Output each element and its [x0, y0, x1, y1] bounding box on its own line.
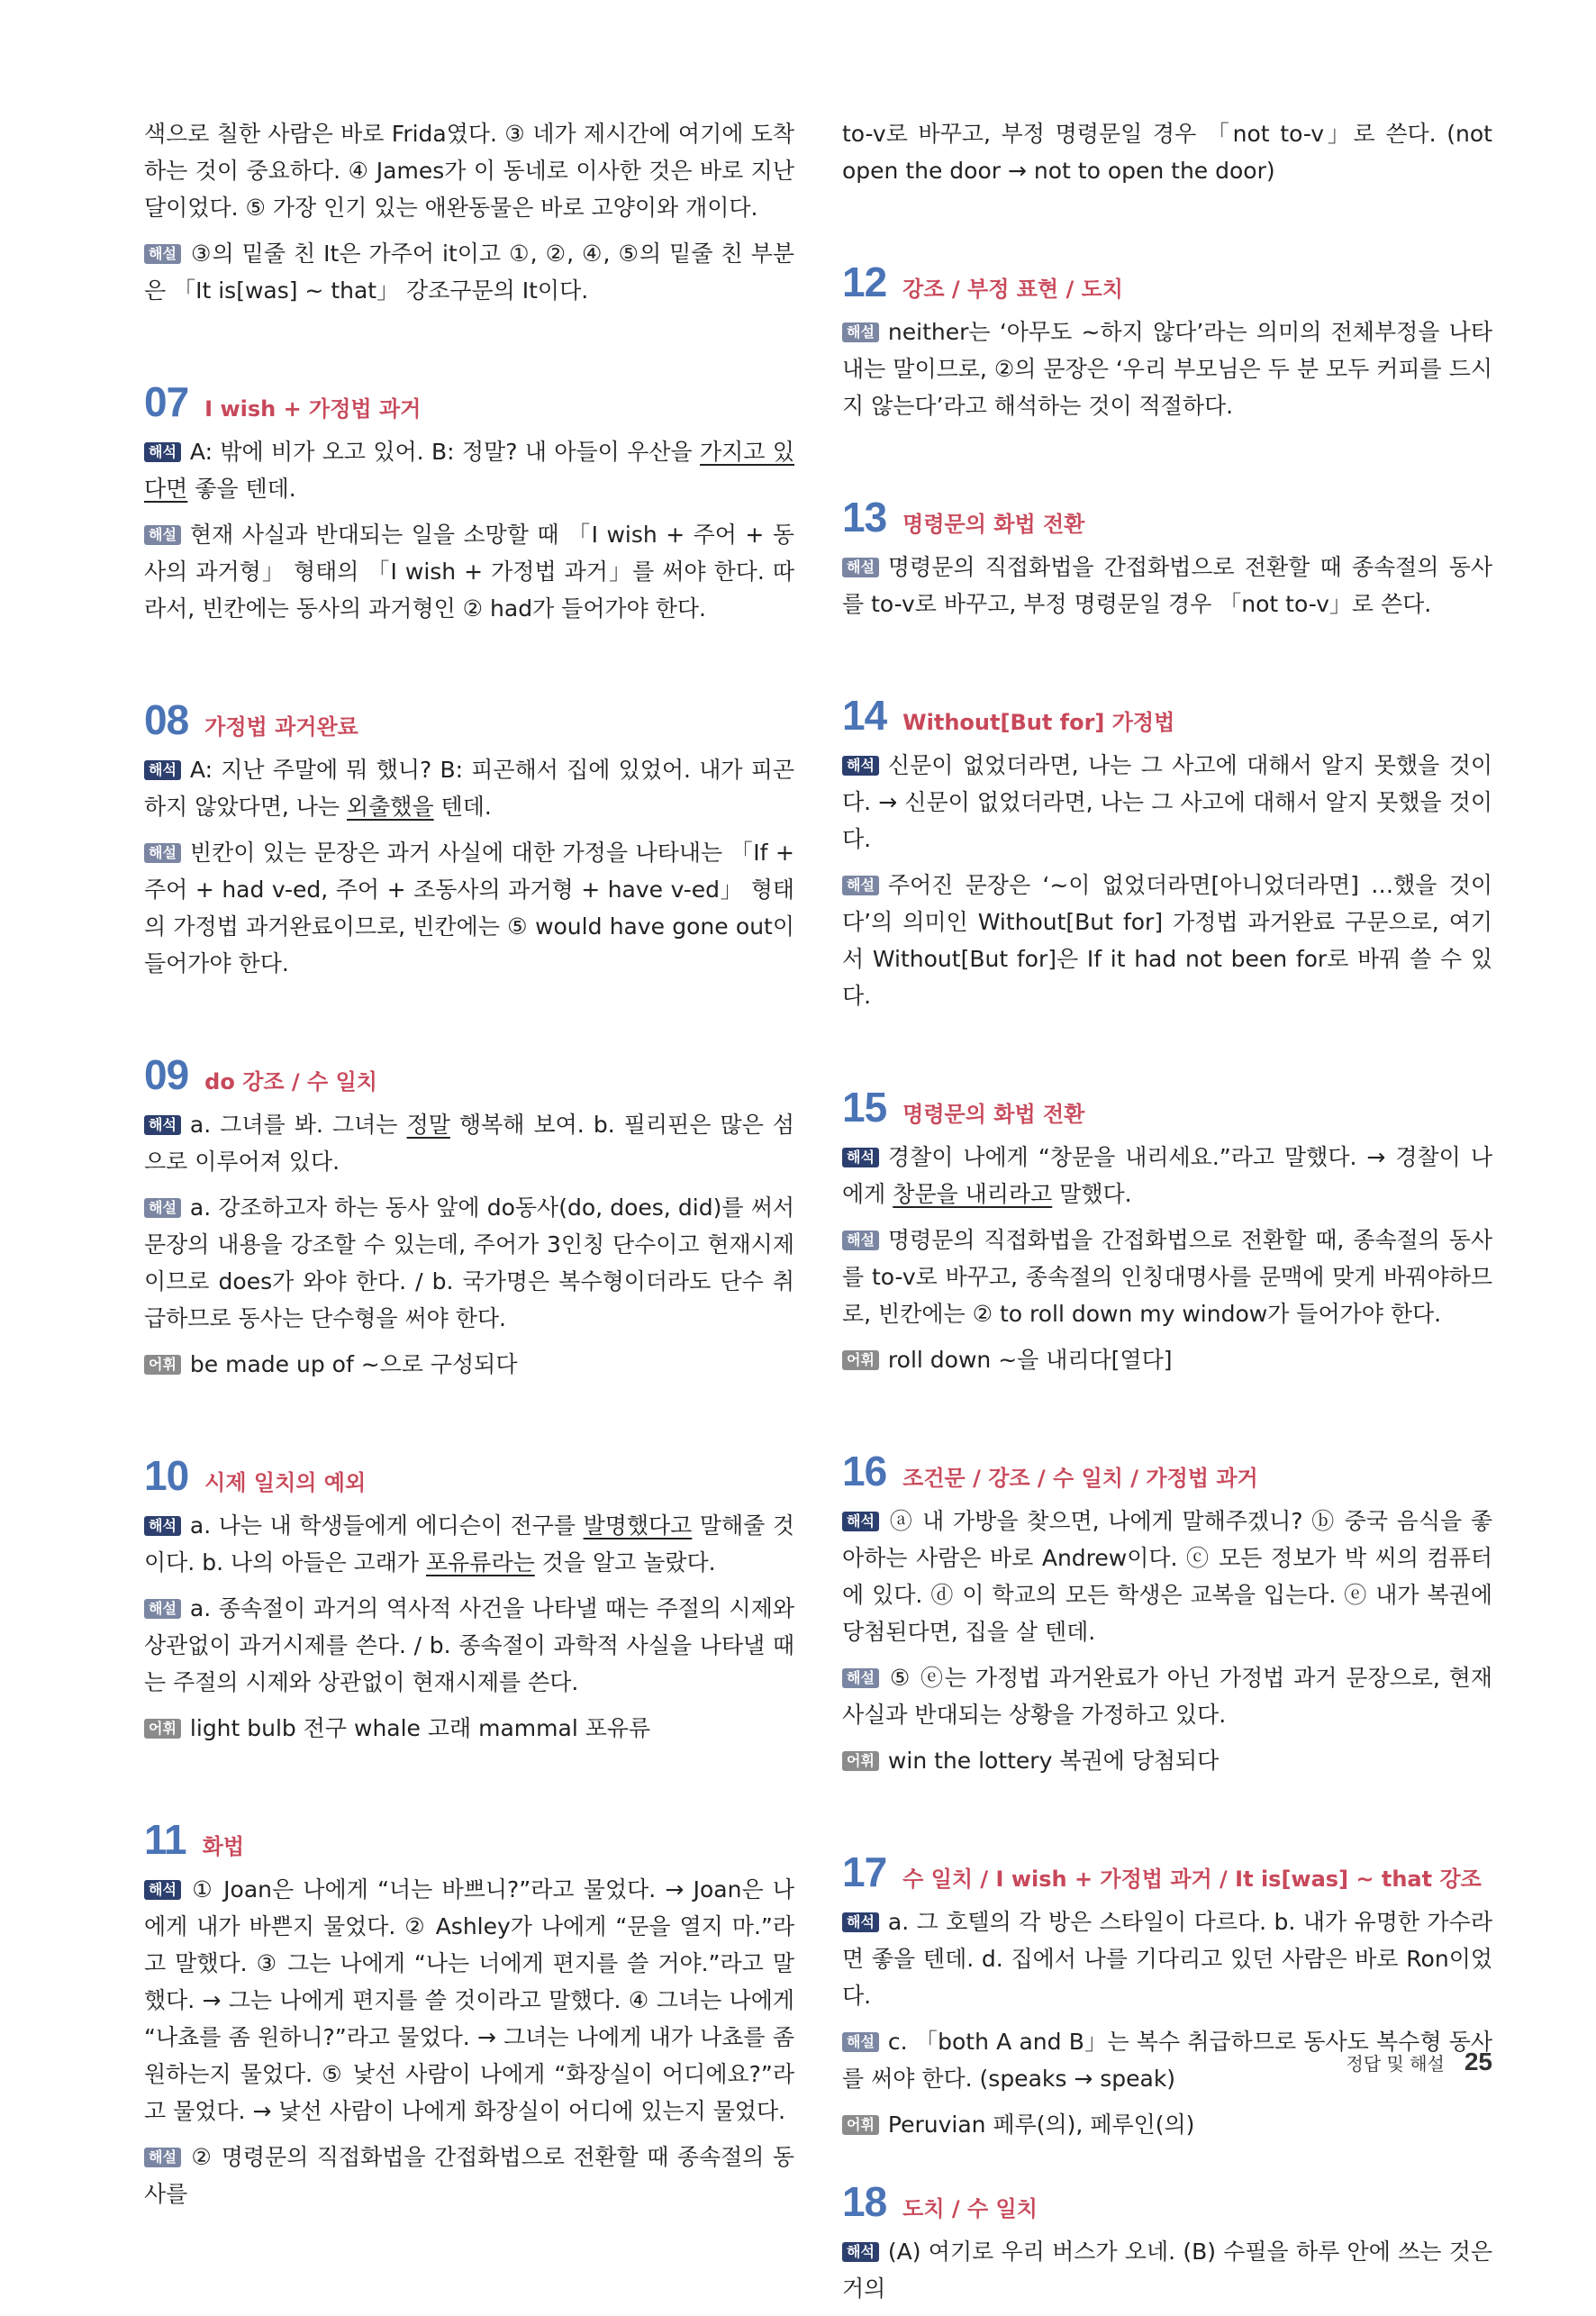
- page-footer: [1347, 2043, 1492, 2083]
- question-heading: [842, 1849, 1492, 1898]
- explanation: [842, 549, 1492, 622]
- question-number: 13: [842, 494, 887, 540]
- explanation: [144, 834, 794, 982]
- question-number: 17: [842, 1848, 887, 1895]
- translation-badge: 해석: [144, 760, 181, 780]
- question-07: [144, 379, 794, 627]
- translation-text: 것을 알고 놀랐다.: [534, 1549, 716, 1576]
- explanation-badge: 해설: [842, 1668, 879, 1688]
- explanation-continued: to-v로 바꾸고, 부정 명령문일 경우 「not to-v」로 쓴다. (not open the door → not to open the door): [842, 121, 1492, 184]
- question-number: 10: [144, 1452, 189, 1499]
- translation-badge: 해석: [144, 1516, 181, 1536]
- question-topic: 시제 일치의 예외: [204, 1470, 367, 1495]
- explanation-text: 주어진 문장은 ‘~이 없었더라면[아니었더라면] …했을 것이다’의 의미인 Without[But for] 가정법 과거완료 구문으로, 여기서 Without[But for]은 If it had not been for로 바꿔 쓸 수 있다.: [842, 872, 1492, 1009]
- explanation-badge: 해설: [144, 525, 181, 545]
- question-16: [842, 1449, 1492, 1779]
- intro-translation: 색으로 칠한 사람은 바로 Frida였다. ③ 네가 제시간에 여기에 도착하는 것이 중요하다. ④ James가 이 동네로 이사한 것은 바로 지난달이었다. ⑤ 가장 인기 있는 애완동물은 바로 고양이와 개이다.: [144, 121, 794, 221]
- question-heading: [144, 1052, 794, 1101]
- translation-badge: 해석: [842, 756, 879, 776]
- explanation-badge: 해설: [842, 1231, 879, 1250]
- explanation: [842, 1222, 1492, 1332]
- explanation-badge: 해설: [144, 2148, 181, 2167]
- explanation-badge: 해설: [144, 1198, 181, 1218]
- vocabulary: [842, 1341, 1492, 1378]
- translation-badge: 해석: [842, 1148, 879, 1167]
- translation-text: 신문이 없었더라면, 나는 그 사고에 대해서 알지 못했을 것이다. → 신문이 없었더라면, 나는 그 사고에 대해서 알지 못했을 것이다.: [842, 752, 1492, 852]
- translation-badge: 해석: [144, 1115, 181, 1135]
- question-09: [144, 1052, 794, 1383]
- translation: [842, 747, 1492, 858]
- question-number: 11: [144, 1816, 186, 1863]
- explanation-text: 명령문의 직접화법을 간접화법으로 전환할 때, 종속절의 동사를 to-v로 바꾸고, 종속절의 인칭대명사를 문맥에 맞게 바꿔야하므로, 빈칸에는 ② to roll down my window가 들어가야 한다.: [842, 1227, 1492, 1327]
- explanation-badge: 해설: [842, 876, 879, 895]
- question-topic: 명령문의 화법 전환: [902, 512, 1085, 537]
- translation-text: ① Joan은 나에게 “너는 바쁘니?”라고 물었다. → Joan은 나에게 내가 바쁜지 물었다. ② Ashley가 나에게 “문을 열지 마.”라고 말했다. ③ 그는 나에게 “나는 너에게 편지를 쓸 거야.”라고 말했다. → 그는 나에게 편지를 쓸 것이라고 말했다. ④ 그녀는 나에게 “나쵸를 좀 원하니?”라고 물었다. → 그녀는 나에게 내가 나쵸를 좀 원하는지 물었다. ⑤ 낯선 사람이 나에게 “화장실이 어디에요?”라고 물었다. → 낯선 사람이 나에게 화장실이 어디에 있는지 물었다.: [144, 1876, 794, 2124]
- page-number: 25: [1464, 2048, 1492, 2075]
- explanation: [144, 1590, 794, 1701]
- question-17: [842, 1849, 1492, 2143]
- vocab-badge: 어휘: [842, 1350, 879, 1370]
- explanation: [144, 2139, 794, 2212]
- translation: [144, 433, 794, 507]
- explanation-badge: 해설: [144, 244, 181, 264]
- translation-badge: 해석: [842, 1512, 879, 1531]
- question-topic: I wish + 가정법 과거: [204, 396, 422, 422]
- underlined-text: 가지고 있다면: [144, 439, 794, 502]
- question-heading: [842, 495, 1492, 543]
- explanation-text: neither는 ‘아무도 ~하지 않다’라는 의미의 전체부정을 나타내는 말이므로, ②의 문장은 ‘우리 부모님은 두 분 모두 커피를 드시지 않는다’라고 해석하는 것이 적절하다.: [842, 319, 1492, 419]
- explanation-text: ③의 밑줄 친 It은 가주어 it이고 ①, ②, ④, ⑤의 밑줄 친 부분은 「It is[was] ~ that」 강조구문의 It이다.: [144, 241, 794, 304]
- translation: [144, 1871, 794, 2130]
- explanation-text: ⑤ ⓔ는 가정법 과거완료가 아닌 가정법 과거 문장으로, 현재 사실과 반대되는 상황을 가정하고 있다.: [842, 1665, 1492, 1728]
- question-15: [842, 1085, 1492, 1378]
- explanation-text: c. 「both A and B」는 복수 취급하므로 동사도 복수형 동사를 써야 한다. (speaks → speak): [842, 2029, 1492, 2092]
- intro-block: [144, 115, 794, 309]
- vocabulary: [842, 1742, 1492, 1779]
- translation: [842, 1503, 1492, 1650]
- question-number: 09: [144, 1051, 189, 1098]
- footer-section-label: 정답 및 해설: [1346, 2053, 1445, 2075]
- intro-explanation: [144, 235, 794, 309]
- right-column: [842, 115, 1492, 2316]
- question-topic: 도치 / 수 일치: [902, 2196, 1038, 2221]
- question-08: [144, 697, 794, 982]
- explanation: [842, 1659, 1492, 1733]
- translation-text: 말해줄 것이다. b. 나의 아들은 고래가: [144, 1512, 794, 1576]
- question-11: [144, 1817, 794, 2212]
- translation: [144, 1106, 794, 1180]
- translation: [144, 751, 794, 825]
- question-heading: [842, 2179, 1492, 2228]
- question-topic: 강조 / 부정 표현 / 도치: [902, 277, 1123, 302]
- translation-badge: 해석: [842, 2242, 879, 2262]
- translation: [842, 2233, 1492, 2307]
- explanation-text: ② 명령문의 직접화법을 간접화법으로 전환할 때 종속절의 동사를: [144, 2144, 794, 2207]
- underlined-text: 정말: [406, 1112, 450, 1138]
- translation-text: 행복해 보여. b. 필리핀은 많은 섬으로 이루어져 있다.: [144, 1112, 794, 1175]
- translation-text: 좋을 텐데.: [187, 476, 296, 502]
- question-topic: 수 일치 / I wish + 가정법 과거 / It is[was] ~ that 강조: [902, 1866, 1482, 1892]
- explanation-badge: 해설: [842, 2032, 879, 2052]
- question-13: [842, 495, 1492, 622]
- vocab-badge: 어휘: [842, 1751, 879, 1771]
- translation: [842, 1139, 1492, 1212]
- question-heading: [144, 697, 794, 746]
- question-number: 07: [144, 378, 189, 425]
- translation-badge: 해석: [842, 1912, 879, 1932]
- vocabulary: [144, 1710, 794, 1747]
- question-heading: [144, 1817, 794, 1866]
- translation-text: A: 밖에 비가 오고 있어. B: 정말? 내 아들이 우산을: [189, 439, 701, 465]
- translation-badge: 해석: [144, 442, 181, 462]
- question-12: [842, 259, 1492, 424]
- translation-text: (A) 여기로 우리 버스가 오네. (B) 수필을 하루 안에 쓰는 것은 거의: [842, 2239, 1492, 2302]
- explanation-badge: 해설: [842, 322, 879, 342]
- explanation-text: 명령문의 직접화법을 간접화법으로 전환할 때 종속절의 동사를 to-v로 바꾸고, 부정 명령문일 경우 「not to-v」로 쓴다.: [842, 554, 1492, 617]
- translation-text: a. 그녀를 봐. 그녀는: [189, 1112, 407, 1138]
- explanation-text: a. 종속절이 과거의 역사적 사건을 나타낼 때는 주절의 시제와 상관없이 과거시제를 쓴다. / b. 종속절이 과학적 사실을 나타낼 때는 주절의 시제와 상관없이 현재시제를 쓴다.: [144, 1595, 794, 1695]
- vocabulary: [144, 1346, 794, 1383]
- vocab-badge: 어휘: [144, 1355, 181, 1375]
- question-heading: [842, 1085, 1492, 1133]
- translation-text: 말했다.: [1052, 1181, 1132, 1207]
- question-heading: [842, 259, 1492, 308]
- explanation-text: 빈칸이 있는 문장은 과거 사실에 대한 가정을 나타내는 「If + 주어 + had v-ed, 주어 + 조동사의 과거형 + have v-ed」 형태의 가정법 과거완료이므로, 빈칸에는 ⑤ would have gone out이 들어가야 한다.: [144, 840, 794, 976]
- question-heading: [842, 693, 1492, 741]
- explanation-text: 현재 사실과 반대되는 일을 소망할 때 「I wish + 주어 + 동사의 과거형」 형태의 「I wish + 가정법 과거」를 써야 한다. 따라서, 빈칸에는 동사의 과거형인 ② had가 들어가야 한다.: [144, 522, 794, 622]
- question-heading: [144, 1453, 794, 1502]
- question-number: 16: [842, 1448, 887, 1494]
- translation-badge: 해석: [144, 1880, 181, 1900]
- explanation-badge: 해설: [144, 843, 181, 863]
- question-topic: Without[But for] 가정법: [902, 710, 1175, 735]
- vocab-text: roll down ~을 내리다[열다]: [887, 1347, 1173, 1373]
- question-10: [144, 1453, 794, 1747]
- explanation: [842, 313, 1492, 424]
- vocab-text: Peruvian 페루(의), 페루인(의): [887, 2112, 1195, 2138]
- explanation-badge: 해설: [144, 1599, 181, 1619]
- explanation: [842, 867, 1492, 1014]
- question-number: 12: [842, 259, 887, 305]
- question-number: 08: [144, 696, 189, 743]
- vocab-text: win the lottery 복권에 당첨되다: [887, 1748, 1220, 1774]
- translation-text: 텐데.: [433, 794, 492, 820]
- translation: [144, 1507, 794, 1581]
- question-heading: [842, 1449, 1492, 1497]
- translation-text: ⓐ 내 가방을 찾으면, 나에게 말해주겠니? ⓑ 중국 음식을 좋아하는 사람은 바로 Andrew이다. ⓒ 모든 정보가 박 씨의 컴퓨터에 있다. ⓓ 이 학교의 모든 학생은 교복을 입는다. ⓔ 내가 복권에 당첨된다면, 집을 살 텐데.: [842, 1508, 1492, 1645]
- question-number: 14: [842, 692, 887, 739]
- explanation-text: a. 강조하고자 하는 동사 앞에 do동사(do, does, did)를 써서 문장의 내용을 강조할 수 있는데, 주어가 3인칭 단수이고 현재시제이므로 does가 와야 한다. / b. 국가명은 복수형이더라도 단수 취급하므로 동사는 단수형을 써야 한다.: [144, 1194, 794, 1331]
- explanation-badge: 해설: [842, 558, 879, 577]
- translation-text: 경찰이 나에게 “창문을 내리세요.”라고 말했다. → 경찰이 나에게: [842, 1144, 1492, 1207]
- translation-text: a. 나는 내 학생들에게 에디슨이 전구를: [189, 1512, 584, 1539]
- vocab-text: be made up of ~으로 구성되다: [189, 1351, 518, 1377]
- question-heading: [144, 379, 794, 428]
- translation-text: A: 지난 주말에 뭐 했니? B: 피곤해서 집에 있었어. 내가 피곤하지 않았다면, 나는: [144, 757, 794, 820]
- question-topic: do 강조 / 수 일치: [204, 1069, 377, 1094]
- explanation: [144, 516, 794, 627]
- question-18: [842, 2179, 1492, 2307]
- question-number: 18: [842, 2178, 887, 2225]
- translation: [842, 1903, 1492, 2014]
- underlined-text: 발명했다고: [583, 1512, 693, 1539]
- vocabulary: [842, 2106, 1492, 2143]
- question-topic: 화법: [202, 1834, 245, 1859]
- question-topic: 명령문의 화법 전환: [902, 1102, 1085, 1127]
- question-14: [842, 693, 1492, 1014]
- vocab-badge: 어휘: [144, 1719, 181, 1739]
- question-topic: 가정법 과거완료: [204, 714, 358, 740]
- question-number: 15: [842, 1084, 887, 1131]
- underlined-text: 포유류라는: [426, 1549, 535, 1576]
- vocab-badge: 어휘: [842, 2115, 879, 2135]
- left-column: [144, 115, 794, 2221]
- vocab-text: light bulb 전구 whale 고래 mammal 포유류: [189, 1715, 651, 1741]
- explanation: [144, 1189, 794, 1337]
- question-topic: 조건문 / 강조 / 수 일치 / 가정법 과거: [902, 1466, 1258, 1491]
- translation-text: a. 그 호텔의 각 방은 스타일이 다르다. b. 내가 유명한 가수라면 좋을 텐데. d. 집에서 나를 기다리고 있던 사람은 바로 Ron이었다.: [842, 1909, 1492, 2009]
- underlined-text: 창문을 내리라고: [893, 1181, 1053, 1207]
- underlined-text: 외출했을: [347, 794, 434, 820]
